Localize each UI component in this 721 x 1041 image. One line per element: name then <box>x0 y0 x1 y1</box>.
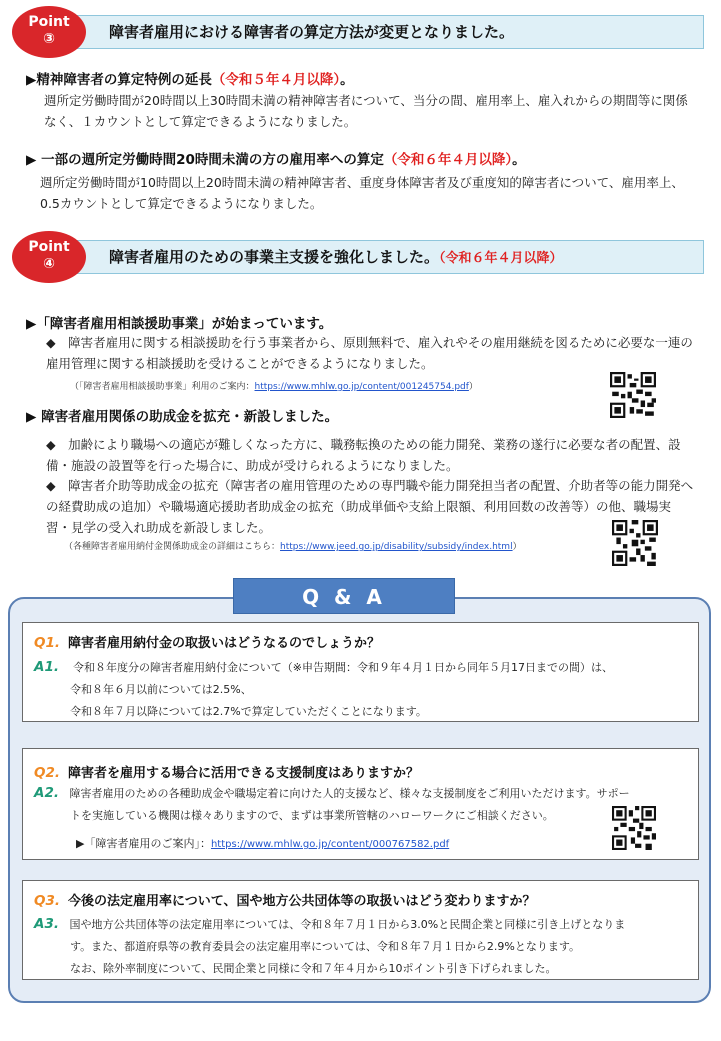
point4-item1-heading: ▶「障害者雇用相談援助事業」が始まっています。 <box>26 316 333 332</box>
point4-badge-number: ④ <box>43 256 55 272</box>
qr-code-icon <box>612 520 658 566</box>
qr-code-icon <box>612 806 656 850</box>
subsidy-details-link[interactable]: https://www.jeed.go.jp/disability/subsidy/index.html <box>280 542 513 552</box>
point4-item2-bullet1: ◆ 加齢により職場への適応が難しくなった方に、職務転換のための能力開発、業務の遂行に必要な者の配置、設備・施設の設置等を行った場合に、助成が受けられるようになりました。 <box>46 437 681 473</box>
qa-title: Q & A <box>233 578 455 614</box>
a1-mark: A1. <box>34 659 59 675</box>
qa-q2-question: Q2. 障害者を雇用する場合に活用できる支援制度はありますか？ <box>34 765 420 781</box>
point3-item1-date: （令和５年４月以降） <box>211 72 341 88</box>
a3-mark: A3. <box>34 916 59 932</box>
point4-item1-bullet: ◆ 障害者雇用に関する相談援助を行う事業者から、原則無料で、雇入れやその雇用継続を図るために必要な一連の雇用管理に関する相談援助を受けることができるようになりました。 <box>46 335 693 371</box>
point3-badge-label: Point <box>28 14 70 30</box>
qa-q1-question: Q1. 障害者雇用納付金の取扱いはどうなるのでしょうか？ <box>34 635 381 651</box>
point3-badge-number: ③ <box>43 31 55 47</box>
qa-q3-question: Q3. 今後の法定雇用率について、国や地方公共団体等の取扱いはどう変わりますか？ <box>34 893 536 909</box>
point3-item2-heading: ▶ 一部の週所定労働時間20時間未満の方の雇用率への算定（令和６年４月以降）。 <box>26 152 526 168</box>
point4-title-bar <box>68 240 704 274</box>
qa-q3-answer: A3. 国や地方公共団体等の法定雇用率については、令和８年７月１日から3.0%と民間企業と同様に引き上げとなりま す。また、都道府県等の教育委員会の法定雇用率については、令和８年７月１日から2.9%となります。 なお、除外率制度について、民間企業と同様に令和７年４月から10ポイント引き下げられました。 <box>34 916 626 975</box>
qa-q1-answer: A1. 令和８年度分の障害者雇用納付金について（※申告期間：令和９年４月１日から同年５月17日までの間）は、 令和８年６月以前については2.5%、 令和８年７月以降については2.7%で算定していただくことになります。 <box>34 659 613 718</box>
point4-item1-note: （「障害者雇用相談援助事業」利用のご案内：https://www.mhlw.go.jp/content/001245754.pdf） <box>70 382 478 392</box>
point3-item1-heading: ▶精神障害者の算定特例の延長（令和５年４月以降）。 <box>26 72 354 88</box>
point3-item2-body: 週所定労働時間が10時間以上20時間未満の精神障害者、重度身体障害者及び重度知的障害者について、雇用率上、0.5カウントとして算定できるようになりました。 <box>40 175 684 211</box>
qa-q2-link-line: ▶「障害者雇用のご案内」：https://www.mhlw.go.jp/content/000767582.pdf <box>76 837 450 850</box>
consult-support-link[interactable]: https://www.mhlw.go.jp/content/001245754.pdf <box>254 382 469 392</box>
point4-title-date: （令和６年４月以降） <box>439 251 563 266</box>
q1-mark: Q1. <box>34 635 60 651</box>
point4-title: 障害者雇用のための事業主支援を強化しました。 <box>109 248 440 266</box>
qa-q2-answer: A2. 障害者雇用のための各種助成金や職場定着に向けた人的支援など、様々な支援制度をご利用いただけます。サポー トを実施している機関は様々ありますので、まずは事業所管轄のハローワークにご相談ください。 <box>34 785 630 822</box>
point4-badge <box>12 231 86 283</box>
point3-item2-date: （令和６年４月以降） <box>383 152 513 168</box>
point3-title-bar <box>68 15 704 49</box>
point4-item2-bullet2: ◆ 障害者介助等助成金の拡充（障害者の雇用管理のための専門職や能力開発担当者の配置、介助者等の能力開発への経費助成の追加）や職場適応援助者助成金の拡充（助成単価や支給上限額、利用回数の改善等）の他、職場実習・見学の受入れ助成を新設しました。 <box>46 478 694 535</box>
point3-title: 障害者雇用における障害者の算定方法が変更となりました。 <box>109 23 515 41</box>
employment-guide-link[interactable]: https://www.mhlw.go.jp/content/000767582.pdf <box>210 839 450 850</box>
point3-item1-body: 週所定労働時間が20時間以上30時間未満の精神障害者について、当分の間、雇用率上、雇入れからの期間等に関係なく、１カウントとして算定できるようになりました。 <box>44 93 688 129</box>
a2-mark: A2. <box>34 785 59 801</box>
q3-mark: Q3. <box>34 893 60 909</box>
point4-item2-note: （各種障害者雇用納付金関係助成金の詳細はこちら：https://www.jeed.go.jp/disability/subsidy/index.html） <box>64 542 522 552</box>
point4-badge-label: Point <box>28 239 70 255</box>
q2-mark: Q2. <box>34 765 60 781</box>
qr-code-icon <box>610 372 656 418</box>
point4-item2-heading: ▶ 障害者雇用関係の助成金を拡充・新設しました。 <box>26 409 339 425</box>
point3-badge <box>12 6 86 58</box>
